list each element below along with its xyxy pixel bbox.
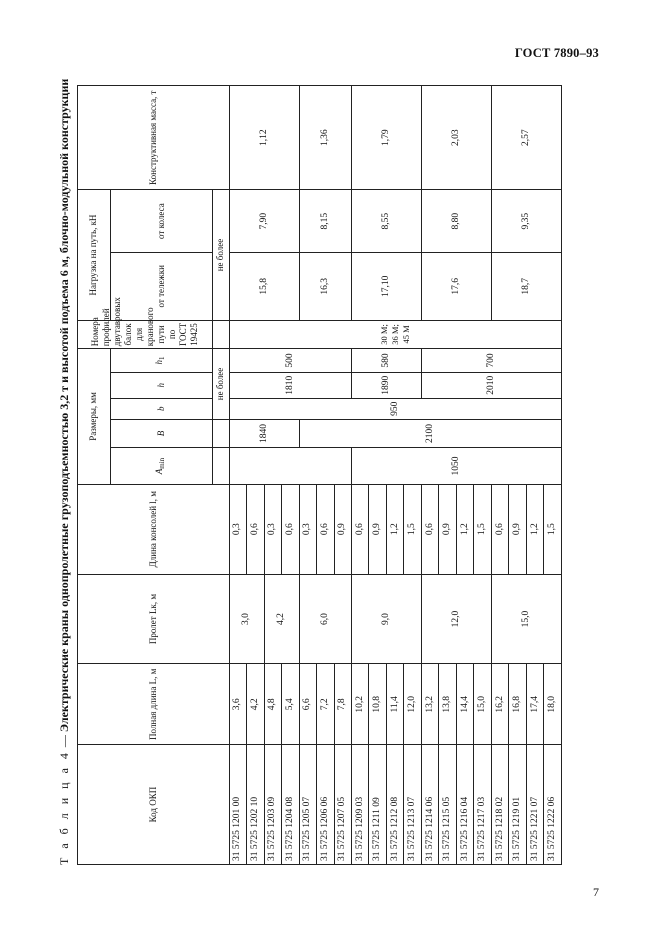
h-value: 1890 <box>352 372 422 398</box>
wheel-value: 8,55 <box>352 190 422 253</box>
trolley-value: 17,10 <box>352 252 422 320</box>
row-code: 31 5725 1217 03 <box>474 745 491 865</box>
row-code: 31 5725 1215 05 <box>439 745 456 865</box>
row-console: 0,6 <box>352 484 369 574</box>
span-value: 6,0 <box>299 574 351 664</box>
span-value: 4,2 <box>264 574 299 664</box>
amin-blank-cell <box>229 448 351 484</box>
row-console: 0,9 <box>334 484 351 574</box>
row-length: 10,8 <box>369 664 386 745</box>
row-console: 0,9 <box>369 484 386 574</box>
row-console: 0,6 <box>317 484 334 574</box>
row-code: 31 5725 1203 09 <box>264 745 281 865</box>
row-console: 1,2 <box>386 484 403 574</box>
row-code: 31 5725 1204 08 <box>282 745 299 865</box>
row-code: 31 5725 1209 03 <box>352 745 369 865</box>
row-console: 0,3 <box>264 484 281 574</box>
row-length: 17,4 <box>526 664 543 745</box>
wheel-value: 8,80 <box>421 190 491 253</box>
standard-header: ГОСТ 7890–93 <box>514 46 599 60</box>
wheel-value: 9,35 <box>491 190 561 253</box>
B-value: 1840 <box>229 419 299 448</box>
col-mass: Конструктивная масса, т <box>78 86 230 190</box>
amin-blank <box>212 448 229 484</box>
row-console: 1,2 <box>456 484 473 574</box>
col-amin: $A_{min}$ <box>110 448 212 484</box>
col-load-group: Нагрузка на путь, кН <box>78 190 111 320</box>
row-code: 31 5725 1222 06 <box>544 745 562 865</box>
row-code: 31 5725 1221 07 <box>526 745 543 865</box>
table-caption <box>57 78 71 865</box>
row-length: 18,0 <box>544 664 562 745</box>
h-value: 2010 <box>421 372 561 398</box>
profile-blank <box>212 320 229 349</box>
row-console: 1,2 <box>526 484 543 574</box>
crane-table <box>77 85 562 865</box>
row-console: 1,5 <box>404 484 421 574</box>
mass-value: 2,57 <box>491 86 561 190</box>
row-length: 7,8 <box>334 664 351 745</box>
row-code: 31 5725 1207 05 <box>334 745 351 865</box>
row-console: 0,9 <box>439 484 456 574</box>
trolley-value: 16,3 <box>299 252 351 320</box>
h1-value: 580 <box>352 349 422 373</box>
table-caption-prefix: Т а б л и ц а 4 <box>57 750 71 865</box>
col-b: b <box>110 398 212 419</box>
col-h: h <box>110 372 212 398</box>
col-h1: $h_1$ <box>110 349 212 373</box>
wheel-value: 7,90 <box>229 190 299 253</box>
h-value: 1810 <box>229 372 351 398</box>
col-console: Длина консолей l, м <box>78 484 230 574</box>
row-length: 4,2 <box>247 664 264 745</box>
col-span: Пролет Lк, м <box>78 574 230 664</box>
col-full-length: Полная длина L, м <box>78 664 230 745</box>
h1-value: 700 <box>421 349 561 373</box>
row-console: 0,6 <box>491 484 508 574</box>
load-not-more: не более <box>212 190 229 320</box>
mass-value: 1,12 <box>229 86 299 190</box>
span-value: 15,0 <box>491 574 561 664</box>
row-console: 0,3 <box>229 484 246 574</box>
row-length: 16,2 <box>491 664 508 745</box>
profile-line: 36 М; <box>389 324 400 345</box>
trolley-value: 17,6 <box>421 252 491 320</box>
profile-line: 30 М; <box>378 324 389 345</box>
row-console: 0,6 <box>421 484 438 574</box>
row-code: 31 5725 1218 02 <box>491 745 508 865</box>
row-console: 0,6 <box>282 484 299 574</box>
span-value: 9,0 <box>352 574 422 664</box>
b-value: 950 <box>229 398 561 419</box>
row-length: 13,2 <box>421 664 438 745</box>
row-length: 15,0 <box>474 664 491 745</box>
col-B: B <box>110 419 212 448</box>
B-blank <box>212 419 229 448</box>
col-profile: Номера профилей двутавровых балок для кранового пути по ГОСТ 19425 <box>78 320 213 349</box>
row-length: 3,6 <box>229 664 246 745</box>
row-code: 31 5725 1206 06 <box>317 745 334 865</box>
row-length: 12,0 <box>404 664 421 745</box>
rotated-table-area <box>57 78 617 865</box>
col-from-trolley: от тележки <box>110 252 212 320</box>
row-code: 31 5725 1214 06 <box>421 745 438 865</box>
row-code: 31 5725 1205 07 <box>299 745 316 865</box>
row-console: 1,5 <box>544 484 562 574</box>
table-caption-dash: — <box>57 732 71 751</box>
profile-value <box>229 320 561 349</box>
row-code: 31 5725 1201 00 <box>229 745 246 865</box>
row-code: 31 5725 1213 07 <box>404 745 421 865</box>
span-value: 3,0 <box>229 574 264 664</box>
table-caption-title: Электрические краны однопролетные грузоподъемностью 3,2 т и высотой подъема 6 м, блочно-модульной конструкции <box>57 78 71 733</box>
row-code: 31 5725 1211 09 <box>369 745 386 865</box>
row-length: 4,8 <box>264 664 281 745</box>
row-code: 31 5725 1212 08 <box>386 745 403 865</box>
mass-value: 2,03 <box>421 86 491 190</box>
row-console: 0,6 <box>247 484 264 574</box>
row-length: 14,4 <box>456 664 473 745</box>
row-length: 7,2 <box>317 664 334 745</box>
mass-value: 1,36 <box>299 86 351 190</box>
B-value: 2100 <box>299 419 561 448</box>
mass-value: 1,79 <box>352 86 422 190</box>
row-console: 0,3 <box>299 484 316 574</box>
trolley-value: 18,7 <box>491 252 561 320</box>
table-body <box>229 86 561 865</box>
row-length: 6,6 <box>299 664 316 745</box>
row-code: 31 5725 1202 10 <box>247 745 264 865</box>
col-from-wheel: от колеса <box>110 190 212 253</box>
row-length: 16,8 <box>509 664 526 745</box>
row-code: 31 5725 1216 04 <box>456 745 473 865</box>
row-code: 31 5725 1219 01 <box>509 745 526 865</box>
trolley-value: 15,8 <box>229 252 299 320</box>
row-length: 10,2 <box>352 664 369 745</box>
page-number: 7 <box>593 885 599 899</box>
h1-value: 500 <box>229 349 351 373</box>
amin-value: 1050 <box>352 448 562 484</box>
dimensions-not-more: не более <box>212 349 229 419</box>
span-value: 12,0 <box>421 574 491 664</box>
row-console: 1,5 <box>474 484 491 574</box>
row-length: 5,4 <box>282 664 299 745</box>
row-console: 0,9 <box>509 484 526 574</box>
row-length: 13,8 <box>439 664 456 745</box>
row-length: 11,4 <box>386 664 403 745</box>
wheel-value: 8,15 <box>299 190 351 253</box>
col-code: Код ОКП <box>78 745 230 865</box>
col-dimensions-group: Размеры, мм <box>78 349 111 484</box>
profile-line: 45 М <box>400 325 411 344</box>
